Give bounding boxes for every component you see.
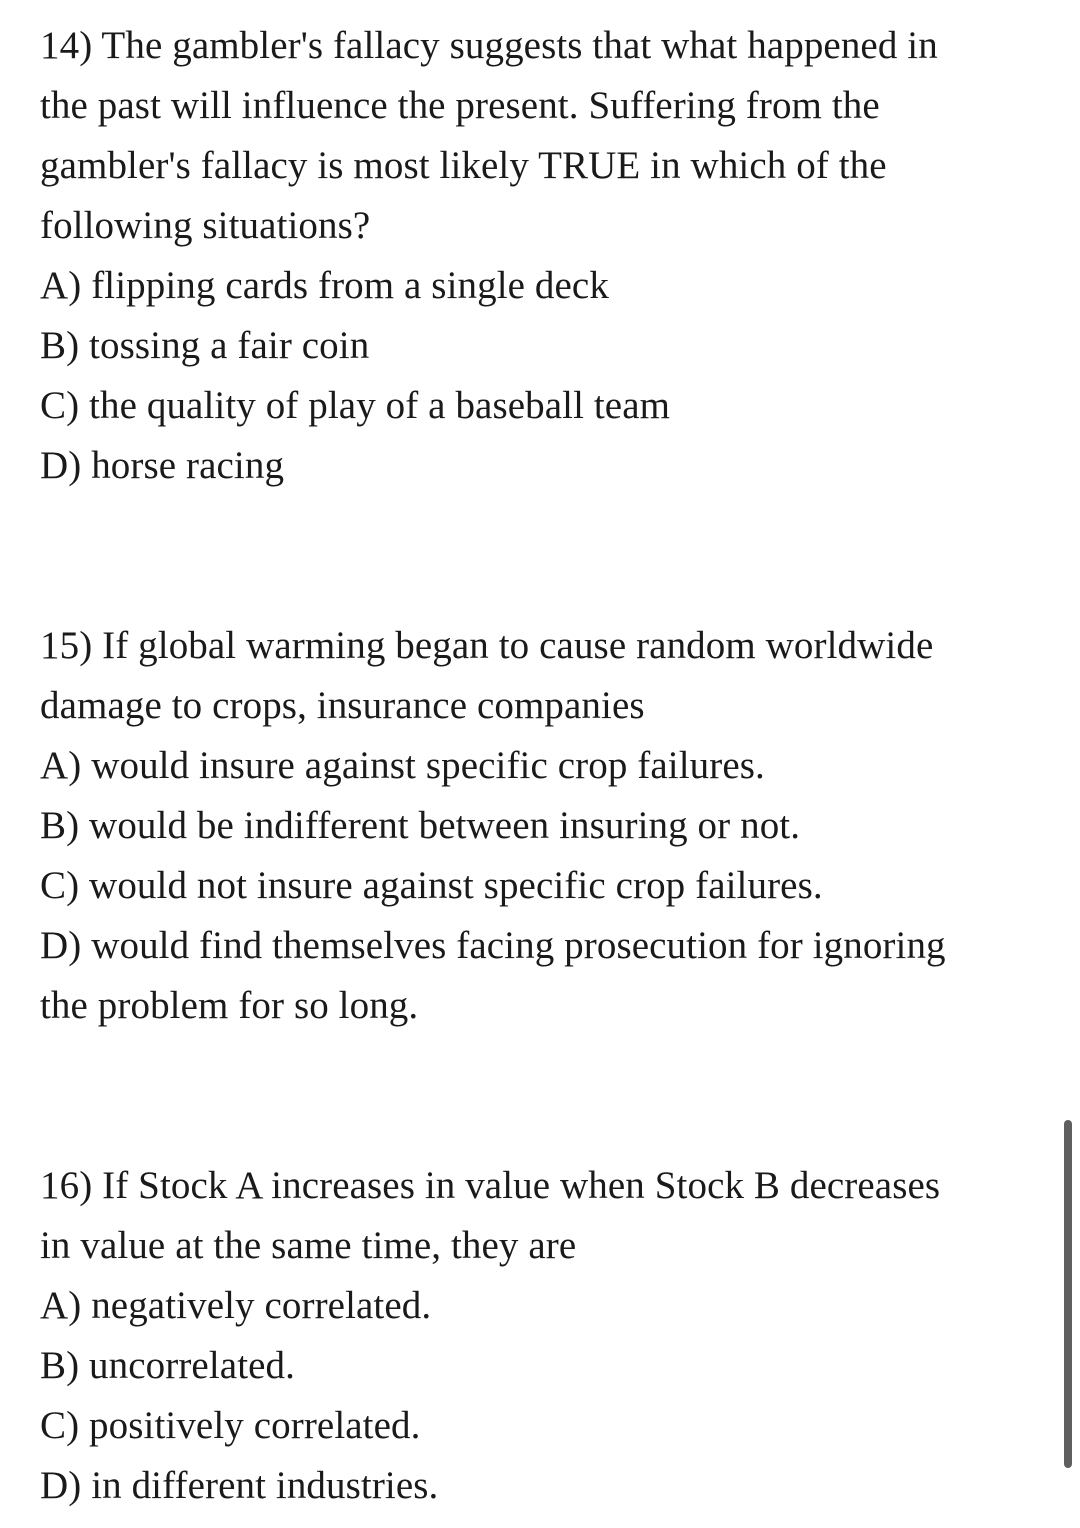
question-15-text-line-2: damage to crops, insurance companies — [40, 684, 645, 727]
question-14-option-a: A) flipping cards from a single deck — [40, 264, 609, 307]
question-16-option-c: C) positively correlated. — [40, 1404, 421, 1447]
question-16-text-line-1: 16) If Stock A increases in value when Stock B decreases — [40, 1164, 941, 1207]
question-16 — [40, 1156, 1050, 1516]
question-14-text-line-3: gambler's fallacy is most likely TRUE in which of the — [40, 144, 887, 187]
question-14-text-line-2: the past will influence the present. Suffering from the — [40, 84, 880, 127]
question-15-option-a: A) would insure against specific crop failures. — [40, 744, 765, 787]
question-15-option-c: C) would not insure against specific crop failures. — [40, 864, 823, 907]
question-15-option-d-continued: the problem for so long. — [40, 984, 419, 1027]
question-16-text-line-2: in value at the same time, they are — [40, 1224, 577, 1267]
question-16-option-d: D) in different industries. — [40, 1464, 439, 1507]
question-15 — [40, 616, 1050, 1036]
question-14 — [40, 16, 1050, 496]
question-16-option-a: A) negatively correlated. — [40, 1284, 432, 1327]
question-15-option-d: D) would find themselves facing prosecution for ignoring — [40, 924, 946, 967]
question-16-option-b: B) uncorrelated. — [40, 1344, 295, 1387]
question-14-text-line-1: 14) The gambler's fallacy suggests that what happened in — [40, 24, 938, 67]
quiz-page — [40, 16, 1050, 1516]
question-14-option-c: C) the quality of play of a baseball team — [40, 384, 671, 427]
question-14-option-b: B) tossing a fair coin — [40, 324, 370, 367]
question-15-option-b: B) would be indifferent between insuring or not. — [40, 804, 801, 847]
question-15-text-line-1: 15) If global warming began to cause random worldwide — [40, 624, 934, 667]
question-14-text-line-4: following situations? — [40, 204, 371, 247]
vertical-scrollbar[interactable] — [1064, 1120, 1072, 1468]
question-14-option-d: D) horse racing — [40, 444, 285, 487]
